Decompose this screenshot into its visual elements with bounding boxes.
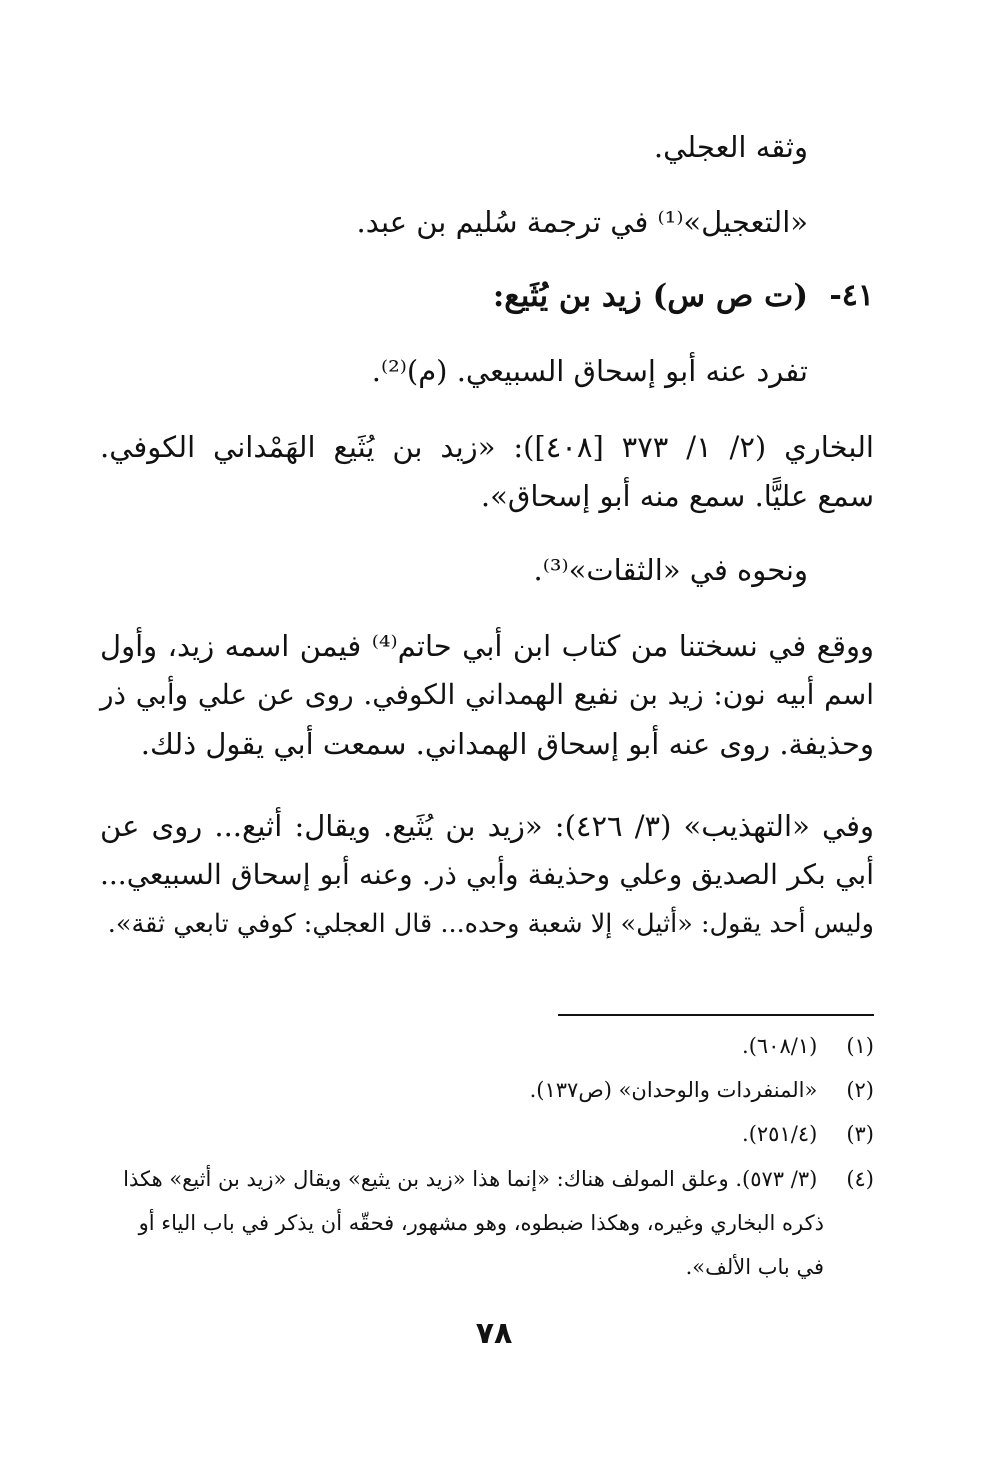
body-line-9: اسم أبيه نون: زيد بن نفيع الهمداني الكوفي. روى عن علي وأبي ذر xyxy=(100,678,874,711)
footnote-4-number: (٤) xyxy=(846,1167,874,1191)
page-number: ٧٨ xyxy=(475,1316,513,1351)
footnote-4 xyxy=(104,1162,874,1196)
body-line-8: ووقع في نسختنا من كتاب ابن أبي حاتم⁽⁴⁾ فيمن اسمه زيد، وأول xyxy=(100,629,874,663)
footnote-3-text: (٢٥١/٤). xyxy=(742,1122,818,1146)
footnote-3-number: (٣) xyxy=(846,1122,874,1146)
body-line-13: وليس أحد يقول: «أثيل» إلا شعبة وحده... قال العجلي: كوفي تابعي ثقة». xyxy=(107,909,874,939)
entry-number: ٤١- xyxy=(829,278,874,313)
footnote-2-number: (٢) xyxy=(846,1078,874,1102)
body-line-7: ونحوه في «الثقات»⁽³⁾. xyxy=(533,553,808,587)
footnote-3 xyxy=(104,1117,874,1151)
footnote-4-line-3: في باب الألف». xyxy=(685,1255,824,1279)
body-line-6: سمع عليًّا. سمع منه أبو إسحاق». xyxy=(480,479,874,513)
body-line-5: البخاري (٢/ ١/ ٣٧٣ [٤٠٨]): «زيد بن يُثَيع الهَمْداني الكوفي. xyxy=(100,430,874,464)
body-line-11: وفي «التهذيب» (٣/ ٤٢٦): «زيد بن يُثَيع. ويقال: أثيع... روى عن xyxy=(100,809,874,843)
body-line-1: وثقه العجلي. xyxy=(653,130,808,164)
body-line-4: تفرد عنه أبو إسحاق السبيعي. (م)⁽²⁾. xyxy=(371,354,808,388)
footnote-2-text: «المنفردات والوحدان» (ص١٣٧). xyxy=(529,1078,818,1102)
footnote-2 xyxy=(104,1073,874,1107)
body-line-12: أبي بكر الصديق وعلي وحذيفة وأبي ذر. وعنه أبو إسحاق السبيعي... xyxy=(100,858,874,891)
footnote-4-text: (٣/ ٥٧٣). وعلق المولف هناك: «إنما هذا «زيد بن يثيع» ويقال «زيد بن أثيع» هكذا xyxy=(123,1167,818,1191)
footnote-1-number: (١) xyxy=(846,1034,874,1058)
entry-heading: (ت ص س) زيد بن يُثَيع: xyxy=(492,278,808,314)
footnote-1 xyxy=(104,1029,874,1063)
body-line-2: «التعجيل»⁽¹⁾ في ترجمة سُليم بن عبد. xyxy=(356,205,808,239)
footnote-1-text: (٦٠٨/١). xyxy=(742,1034,818,1058)
footnote-separator xyxy=(558,1014,874,1016)
footnote-4-line-2: ذكره البخاري وغيره، وهكذا ضبطوه، وهو مشهور، فحقّه أن يذكر في باب الياء أو xyxy=(138,1211,824,1235)
body-line-10: وحذيفة. روى عنه أبو إسحاق الهمداني. سمعت أبي يقول ذلك. xyxy=(140,727,874,761)
